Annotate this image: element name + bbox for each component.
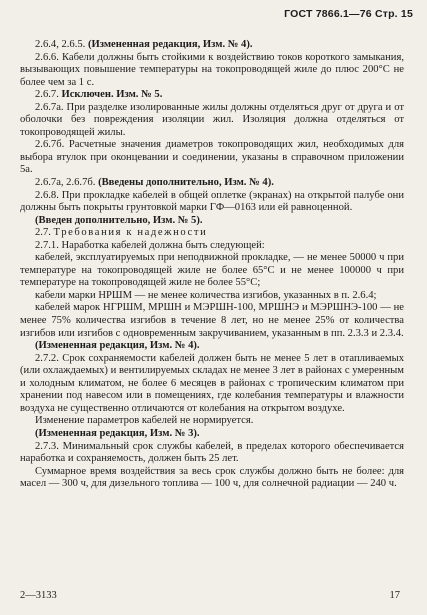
text-run: 2.7.1. Наработка кабелей должна быть следующей: <box>35 239 265 251</box>
bold-text: Исключен. Изм. № 5. <box>61 89 163 101</box>
paragraph <box>20 39 404 52</box>
text-run: 2.6.7б. Расчетные значения диаметров токопроводящих жил, необходимых для выбора втулок при оконцевании и соединении, указаны в справочном приложении 5а. <box>20 139 404 176</box>
spaced-heading: Требования к надежности <box>53 227 208 239</box>
paragraph <box>20 290 404 303</box>
text-run: 2.7.3. Минимальный срок службы кабелей, в пределах которого обеспечивается наработка и сохраняемость, должен быть 25 лет. <box>20 440 404 465</box>
text-run: кабелей марок НГРШМ, МРШН и МЭРШН-100, МРШНЭ и МЭРШНЭ-100 — не менее 75% количества изгибов в течение 8 лет, но не менее 25% от количества изгибов или изгибов с одновременным закручиванием, указанным в пп. 2.3.3 и 2.3.4. <box>20 302 404 339</box>
paragraph <box>20 139 404 177</box>
paragraph <box>20 466 404 491</box>
text-run: 2.6.7а. При разделке изолированные жилы должны отделяться друг от друга и от оболочки без повреждения изоляции жил. Изоляция должна отделяться от токопроводящей жилы. <box>20 101 404 138</box>
page-footer <box>20 590 404 601</box>
paragraph <box>20 102 404 140</box>
page-header: ГОСТ 7866.1—76 Стр. 15 <box>284 8 413 20</box>
text-run: 2.6.8. При прокладке кабелей в общей оплетке (экранах) на открытой палубе они должны быть покрыты грунтовкой марки ГФ—0163 или ей равноценной. <box>20 189 404 214</box>
text-run: Суммарное время воздействия за весь срок службы должно быть не более: для масел — 300 ч, для дизельного топлива — 100 ч, для солнечной радиации — 240 ч. <box>20 465 404 490</box>
text-run: 2.6.4, 2.6.5. <box>35 39 88 50</box>
text-run: кабелей, эксплуатируемых при неподвижной прокладке, — не менее 50000 ч при температуре на токопроводящей жиле не более 65°С и не менее 100000 ч при температуре на токопроводящей жиле не более 55°С; <box>20 252 404 289</box>
page-number: 17 <box>389 590 400 601</box>
paragraph <box>20 415 404 428</box>
document-body <box>20 39 404 491</box>
bold-text: (Введен дополнительно, Изм. № 5). <box>35 214 203 226</box>
paragraph <box>20 441 404 466</box>
bold-text: (Измененная редакция, Изм. № 4). <box>87 39 253 50</box>
text-run: 2.6.7а, 2.6.7б. <box>35 177 99 189</box>
text-run: 2.6.7. <box>35 89 62 101</box>
print-code: 2—3133 <box>20 590 57 601</box>
bold-text: (Измененная редакция, Изм. № 3). <box>35 427 200 439</box>
bold-text: (Измененная редакция, Изм. № 4). <box>35 340 200 352</box>
paragraph <box>20 177 404 190</box>
paragraph <box>20 89 404 102</box>
paragraph <box>20 340 404 353</box>
paragraph <box>20 190 404 215</box>
paragraph <box>20 215 404 228</box>
paragraph <box>20 52 404 90</box>
paragraph <box>20 428 404 441</box>
paragraph <box>20 252 404 290</box>
text-run: кабели марки НРШМ — не менее количества изгибов, указанных в п. 2.6.4; <box>35 289 377 301</box>
paragraph <box>20 240 404 253</box>
text-run: Изменение параметров кабелей не нормируется. <box>35 415 254 427</box>
text-run: 2.7.2. Срок сохраняемости кабелей должен быть не менее 5 лет в отапливаемых (или охлаждаемых) и вентилируемых складах не менее 3 лет в районах с умеренным и холодным климатом, не более 6 месяцев в районах с тропическим климатом при хранении под навесом или в помещениях, где колебания температуры и влажности воздуха не существенно отличаются от колебания на открытом воздухе. <box>20 352 404 414</box>
bold-text: (Введены дополнительно, Изм. № 4). <box>98 177 274 189</box>
paragraph <box>20 302 404 340</box>
text-run: 2.7. <box>35 227 54 239</box>
text-run: 2.6.6. Кабели должны быть стойкими к воздействию токов короткого замыкания, вызывающих повышение температуры на токопроводящей жиле до плюс 200°С не более чем за 1 с. <box>20 51 404 88</box>
paragraph <box>20 353 404 416</box>
paragraph <box>20 227 404 240</box>
